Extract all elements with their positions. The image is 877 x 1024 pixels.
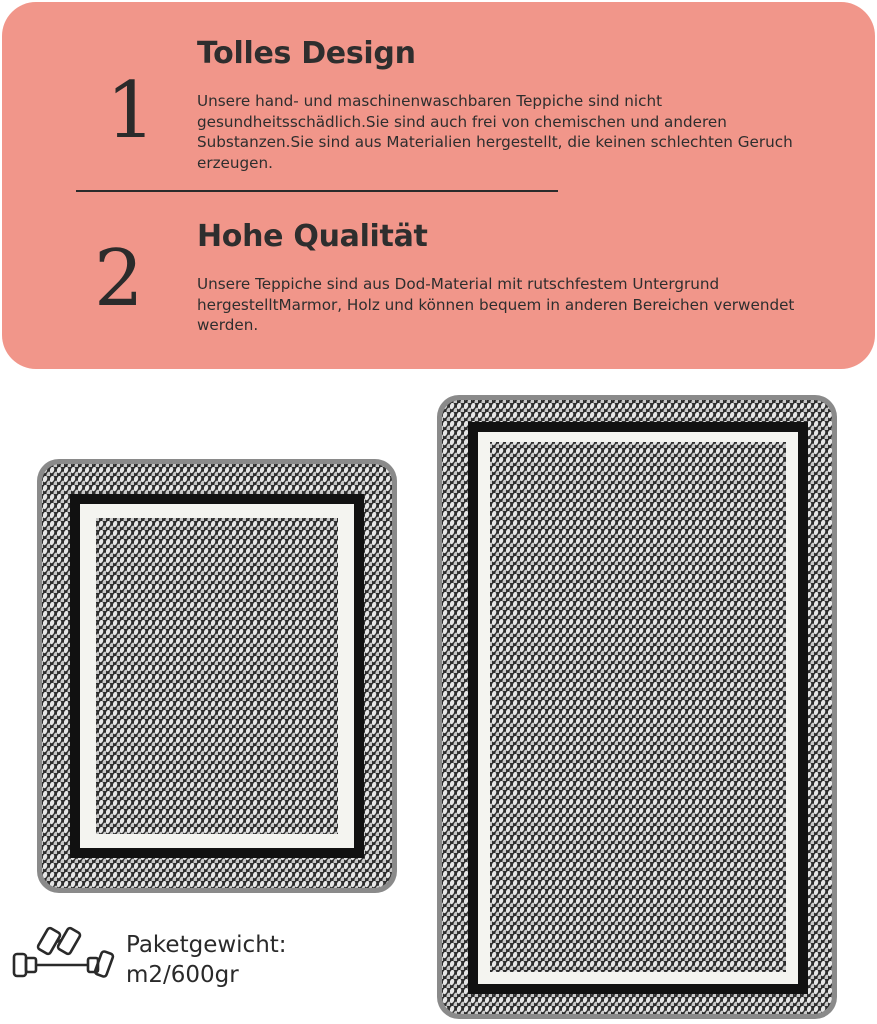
package-weight-label bbox=[126, 930, 287, 990]
feature-title-1: Tolles Design bbox=[197, 36, 416, 71]
feature-number-2: 2 bbox=[94, 234, 144, 324]
feature-title-2: Hohe Qualität bbox=[197, 219, 428, 254]
feature-text-2: Unsere Teppiche sind aus Dod-Material mit rutschfestem Untergrund hergestelltMarmor, Holz und können bequem in anderen Bereichen verwendet werden. bbox=[197, 275, 795, 334]
package-weight-line2: m2/600gr bbox=[126, 962, 239, 988]
dumbbell-icon bbox=[12, 924, 120, 984]
feature-number-1: 1 bbox=[106, 66, 156, 156]
package-weight-line1: Paketgewicht: bbox=[126, 932, 287, 958]
feature-divider bbox=[76, 190, 558, 192]
rug-small-image bbox=[36, 458, 398, 894]
package-weight bbox=[12, 922, 342, 988]
feature-text-1: Unsere hand- und maschinenwaschbaren Teppiche sind nicht gesundheitsschädlich.Sie sind auch frei von chemischen und anderen Substanzen.Sie sind aus Materialien hergestellt, die keinen schlechten Geruch erzeugen. bbox=[197, 92, 793, 172]
rug-large-image bbox=[436, 394, 838, 1020]
